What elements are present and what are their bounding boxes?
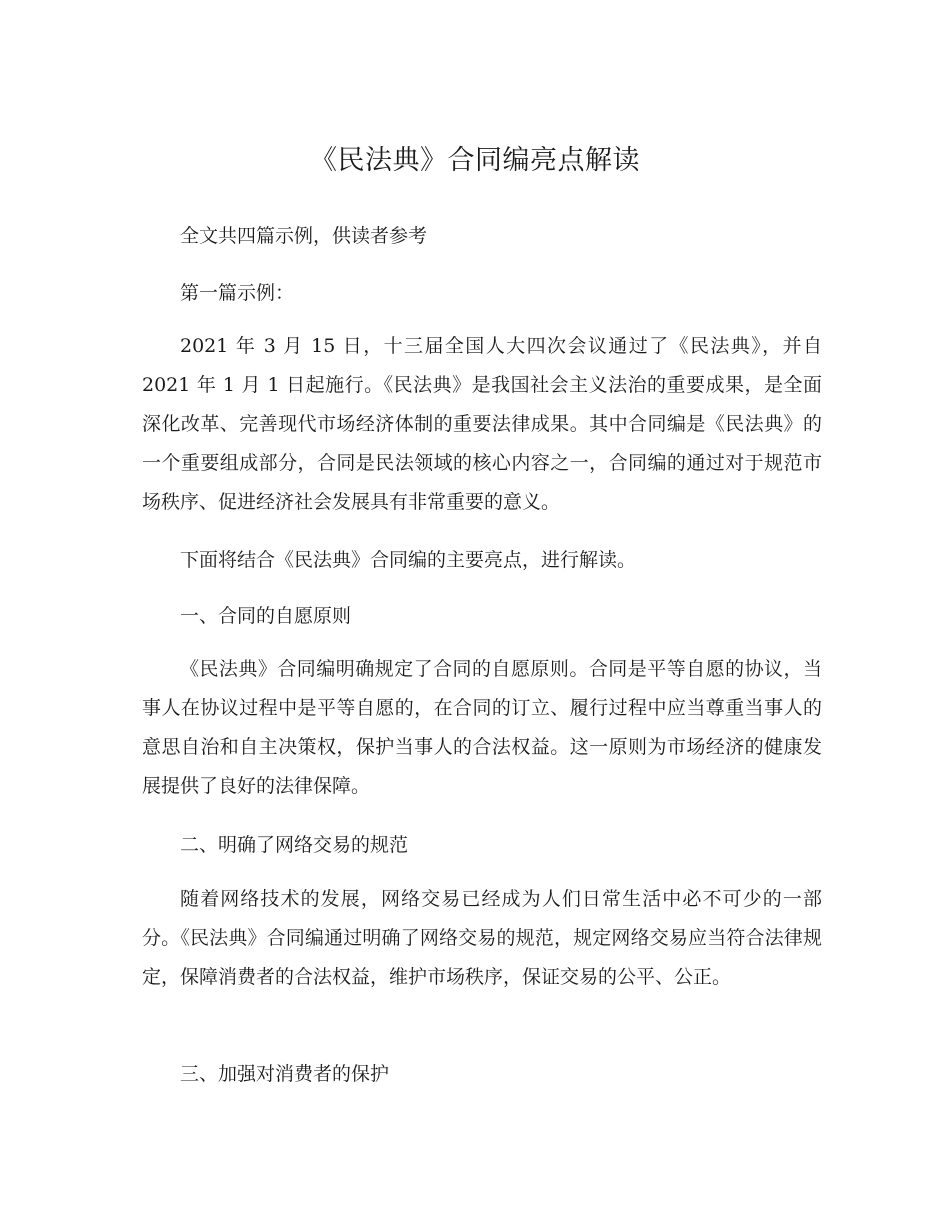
body-paragraph: 下面将结合《民法典》合同编的主要亮点，进行解读。 — [180, 549, 637, 571]
intro-line: 全文共四篇示例，供读者参考 — [180, 225, 428, 247]
body-paragraph: 2021 年 3 月 15 日，十三届全国人大四次会议通过了《民法典》，并自 2021 年 1 月 1 日起施行。《民法典》是我国社会主义法治的重要成果，是全面深化改革、完善现代市场经济体制的重要法律成果。其中合同编是《民法典》的一个重要组成部分，合同是民法领域的核心内容之一，合同编的通过对于规范市场秩序、促进经济社会发展具有非常重要的意义。 — [142, 335, 822, 513]
section-heading: 一、合同的自愿原则 — [180, 605, 352, 627]
section-heading: 三、加强对消费者的保护 — [180, 1063, 390, 1085]
document-title: 《民法典》合同编亮点解读 — [310, 145, 640, 176]
section-heading: 二、明确了网络交易的规范 — [180, 834, 409, 856]
first-example-label: 第一篇示例： — [180, 282, 295, 304]
section-paragraph: 《民法典》合同编明确规定了合同的自愿原则。合同是平等自愿的协议，当事人在协议过程中是平等自愿的，在合同的订立、履行过程中应当尊重当事人的意思自治和自主决策权，保护当事人的合法权益。这一原则为市场经济的健康发展提供了良好的法律保障。 — [142, 658, 822, 797]
section-paragraph: 随着网络技术的发展，网络交易已经成为人们日常生活中必不可少的一部分。《民法典》合同编通过明确了网络交易的规范，规定网络交易应当符合法律规定，保障消费者的合法权益，维护市场秩序，保证交易的公平、公正。 — [142, 888, 822, 988]
